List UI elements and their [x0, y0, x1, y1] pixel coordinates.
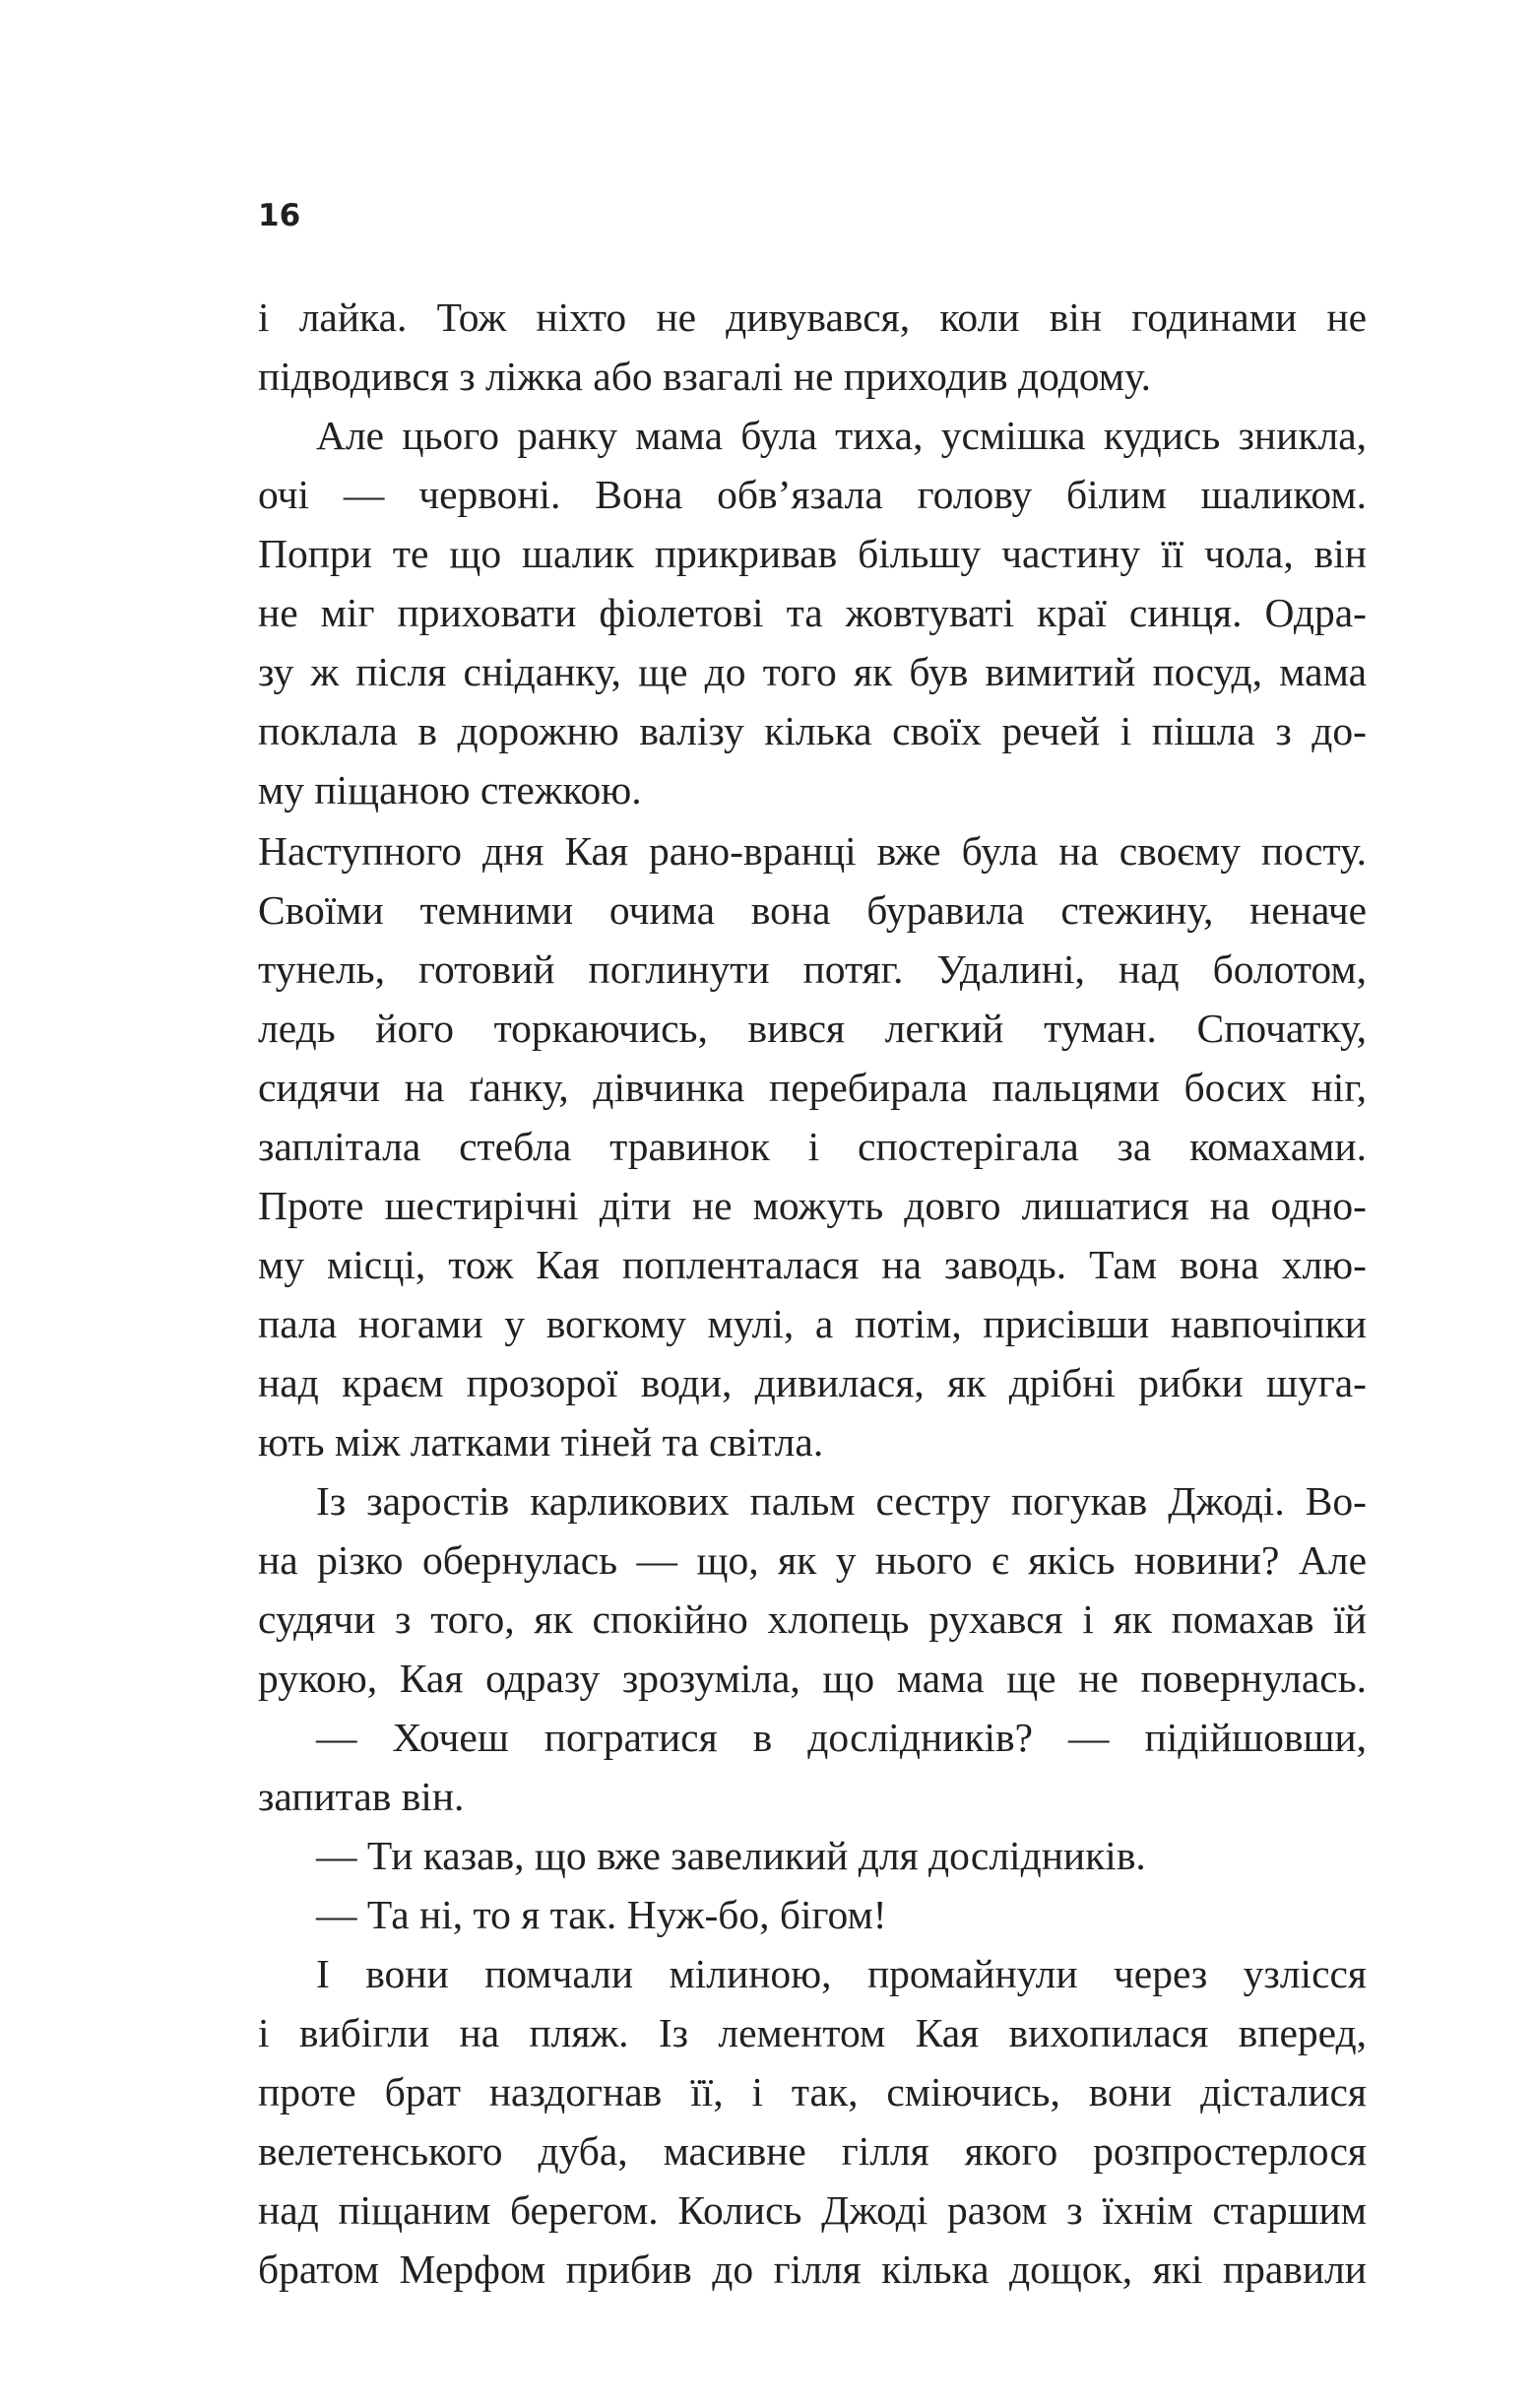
text-line: — Та ні, то я так. Нуж-бо, бігом! — [316, 1892, 887, 1937]
text-line: рукою, Кая одразу зрозуміла, що мама ще не повернулась. — [258, 1656, 1367, 1701]
text-line: сидячи на ґанку, дівчинка перебирала пальцями босих ніг, — [258, 1065, 1367, 1110]
text-line: Попри те що шалик прикривав більшу частину її чола, він — [258, 531, 1367, 576]
text-line: Із заростів карликових пальм сестру погукав Джоді. Во- — [316, 1478, 1367, 1524]
text-line: над краєм прозорої води, дивилася, як дрібні рибки шуга- — [258, 1360, 1367, 1405]
text-line: Але цього ранку мама була тиха, усмішка кудись зникла, — [316, 413, 1367, 458]
text-line: Проте шестирічні діти не можуть довго лишатися на одно- — [258, 1183, 1367, 1228]
text-line: І вони помчали мілиною, промайнули через узлісся — [316, 1951, 1367, 1996]
text-line: зу ж після сніданку, ще до того як був вимитий посуд, мама — [258, 649, 1367, 694]
text-line: судячи з того, як спокійно хлопець рухався і як помахав їй — [258, 1596, 1367, 1642]
text-line: ють між латками тіней та світла. — [258, 1419, 824, 1464]
text-line: не міг приховати фіолетові та жовтуваті краї синця. Одра- — [258, 590, 1367, 635]
text-line: Своїми темними очима вона буравила стежину, неначе — [258, 887, 1367, 933]
text-line: тунель, готовий поглинути потяг. Удалині, над болотом, — [258, 946, 1367, 992]
text-line: поклала в дорожню валізу кілька своїх речей і пішла з до- — [258, 708, 1367, 753]
text-line: заплітала стебла травинок і спостерігала за комахами. — [258, 1124, 1367, 1169]
text-line: на різко обернулась — що, як у нього є якісь новини? Але — [258, 1537, 1367, 1583]
text-line: підводився з ліжка або взагалі не приходив додому. — [258, 354, 1151, 399]
text-line: велетенського дуба, масивне гілля якого розпростерлося — [258, 2128, 1367, 2174]
text-line: і лайка. Тож ніхто не дивувався, коли він годинами не — [258, 294, 1367, 340]
text-line: над піщаним берегом. Колись Джоді разом з їхнім старшим — [258, 2187, 1367, 2233]
text-line: — Хочеш погратися в дослідників? — підійшовши, — [316, 1715, 1367, 1760]
text-line: ледь його торкаючись, вився легкий туман. Спочатку, — [258, 1006, 1367, 1051]
text-line: проте брат наздогнав її, і так, сміючись, вони дісталися — [258, 2069, 1367, 2115]
text-line: Наступного дня Кая рано-вранці вже була на своєму посту. — [258, 828, 1367, 874]
text-line: запитав він. — [258, 1774, 465, 1819]
text-section-1 — [258, 288, 1367, 819]
text-line: пала ногами у вогкому мулі, а потім, присівши навпочіпки — [258, 1301, 1367, 1346]
text-line: му місці, тож Кая попленталася на заводь. Там вона хлю- — [258, 1242, 1367, 1287]
text-line: і вибігли на пляж. Із лементом Кая вихопилася вперед, — [258, 2010, 1367, 2055]
text-section-2 — [258, 821, 1367, 2299]
text-line: братом Мерфом прибив до гілля кілька дощок, які правили — [258, 2246, 1367, 2292]
text-line: му піщаною стежкою. — [258, 767, 642, 813]
text-line: очі — червоні. Вона обв’язала голову білим шаликом. — [258, 472, 1367, 517]
text-line: — Ти казав, що вже завеликий для дослідників. — [316, 1833, 1146, 1878]
page-number: 16 — [258, 198, 301, 233]
